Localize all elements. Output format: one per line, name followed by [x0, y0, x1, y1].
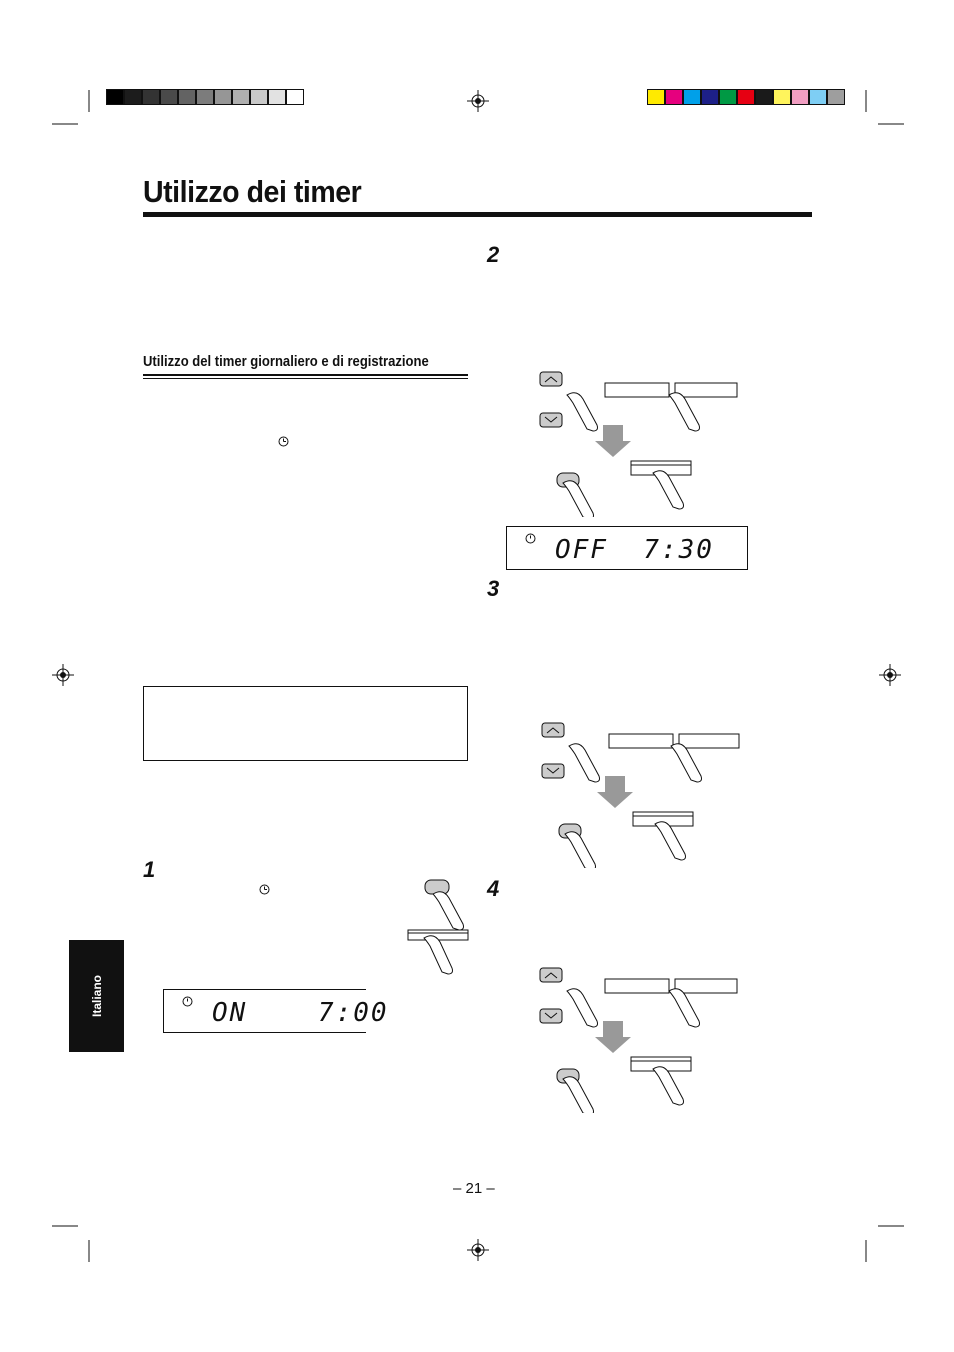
clock-icon: [259, 884, 270, 895]
section-subheading: Utilizzo del timer giornaliero e di registrazione: [143, 354, 429, 370]
language-side-tab: [69, 940, 124, 1052]
display-panel-step1: [163, 989, 389, 1033]
step-number-1: 1: [143, 857, 156, 882]
display-readout: OFF 7:30: [555, 535, 714, 565]
step-number-3: 3: [487, 576, 500, 601]
registration-mark-top: [467, 90, 489, 112]
note-box: [143, 686, 468, 761]
button-sequence-step3: [537, 718, 757, 868]
finger-press-icon: [400, 876, 470, 976]
registration-mark-bottom: [467, 1239, 489, 1261]
page-title: Utilizzo dei timer: [143, 174, 362, 209]
step-number-2: 2: [487, 242, 500, 267]
button-sequence-step4: [535, 963, 755, 1113]
registration-mark-right: [879, 664, 901, 686]
step-number-4: 4: [487, 876, 500, 901]
registration-mark-left: [52, 664, 74, 686]
subheading-rule: [143, 374, 468, 376]
page-number: – 21 –: [453, 1180, 495, 1197]
clock-icon: [525, 533, 536, 544]
subheading-rule-thin: [143, 378, 468, 379]
clock-icon: [278, 436, 289, 447]
display-readout: ON 7:00: [212, 998, 389, 1028]
display-panel-step2: [506, 526, 748, 570]
clock-icon: [182, 996, 193, 1007]
language-label: Italiano: [89, 974, 104, 1018]
button-sequence-step2: [535, 367, 755, 517]
title-rule: [143, 212, 812, 217]
